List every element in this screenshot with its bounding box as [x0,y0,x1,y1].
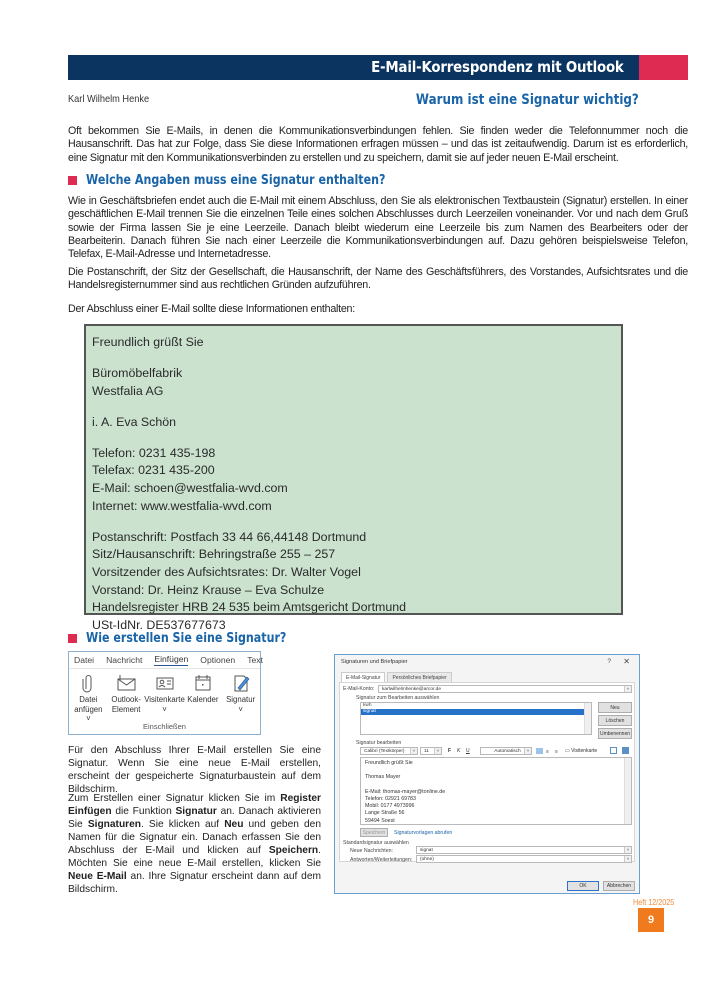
account-select[interactable]: karlwilhelmhenke@arcor.de ˅ [378,685,632,693]
ribbon-tab-nachricht[interactable]: Nachricht [106,655,143,665]
italic-button[interactable]: K [457,748,461,754]
ribbon-outlook-element-button[interactable]: Outlook- Element [109,673,144,724]
tab-personal-stationery[interactable]: Persönliches Briefpapier [387,672,451,683]
signature-templates-link[interactable]: Signaturvorlagen abrufen [394,830,453,836]
paperclip-icon [77,673,99,693]
insert-link-icon[interactable] [622,747,629,754]
editor-scrollbar[interactable] [624,758,631,824]
help-icon[interactable]: ? [607,658,611,665]
bullet-square-icon [68,176,77,185]
section-heading-text: Wie erstellen Sie eine Signatur? [86,630,287,646]
ribbon-attach-file-button[interactable]: Datei anfügen ˅ [71,673,106,724]
ribbon-tab-optionen[interactable]: Optionen [200,655,236,665]
rename-button[interactable]: Umbenennen [598,728,632,739]
chevron-down-icon: ˅ [410,748,417,754]
align-center-icon[interactable]: ≡ [546,749,549,755]
sig-company-line1: Büromöbelfabrik [92,366,183,381]
envelope-icon [115,673,137,693]
sig-company-line2: Westfalia AG [92,383,164,398]
ribbon-group-label: Einschließen [143,722,186,731]
sig-internet: Internet: www.westfalia-wvd.com [92,498,272,513]
insert-image-icon[interactable] [610,747,617,754]
sig-email: E-Mail: schoen@westfalia-wvd.com [92,481,288,496]
sig-vorstand: Vorstand: Dr. Heinz Krause – Eva Schulze [92,582,325,597]
header-accent-block [639,55,688,80]
underline-button[interactable]: U [466,748,470,754]
author-name: Karl Wilhelm Henke [68,93,150,105]
ribbon-tab-text[interactable]: Text [247,655,263,665]
close-icon[interactable]: ✕ [623,657,630,666]
save-button[interactable]: Speichern [360,828,388,837]
align-left-icon[interactable] [536,748,543,754]
ribbon-signature-button[interactable]: Signatur ˅ [223,673,258,724]
sig-greeting: Freundlich grüßt Sie [92,335,204,349]
issue-label: Heft 12/2025 [633,898,675,907]
sig-telefax: Telefax: 0231 435-200 [92,463,215,478]
ribbon-tabs [69,652,263,669]
sig-aufsichtsrat: Vorsitzender des Aufsichtsrates: Dr. Walter Vogel [92,564,361,579]
delete-button[interactable]: Löschen [598,715,632,726]
new-messages-label: Neue Nachrichten: [350,848,393,854]
chevron-down-icon: ˅ [434,748,441,754]
paragraph-signature-intro: Für den Abschluss Ihrer E-Mail erstellen Sie eine Signatur. Wenn Sie eine neue E-Mail erstellen, erscheint der gespeicherte Signaturbaustein auf dem Bildschirm. [68,745,321,795]
font-color-select[interactable]: Automatisch ˅ [480,747,532,755]
intro-paragraph: Oft bekommen Sie E-Mails, in denen die Kommunikationsverbindungen fehlen. Sie finden weder die Telefonnummer noch die Hausanschrift. Das hat zur Folge, dass Sie diese Informationen erfragen müssen – und das ist zeitaufwendig. Darum ist es erforderlich, eine Signatur mit den Kommunikationsverbinden zu erstellen und zu speichern, damit sie auf jeder neuen E-Mail erscheint. [68,125,688,164]
ribbon-calendar-button[interactable]: Kalender [186,673,221,724]
ribbon-tab-datei[interactable]: Datei [74,655,95,665]
signature-editor[interactable]: Freundlich grüßt Sie Thomas Mayer E-Mail: thomas-mayer@tonline.de Telefon: 02921 69783 Mobil: 0177 4973996 Lange Straße 56 59494 Soest [360,757,632,825]
paragraph-intro-example: Der Abschluss einer E-Mail sollte diese Informationen enthalten: [68,303,355,315]
select-signature-label: Signatur zum Bearbeiten auswählen [356,695,440,701]
header-band [68,55,688,80]
header-title: E-Mail-Korrespondenz mit Outlook [371,58,624,76]
align-right-icon[interactable]: ≡ [555,749,558,755]
cancel-button[interactable]: Abbrechen [603,881,635,891]
tab-email-signature[interactable]: E-Mail-Signatur [341,672,385,683]
dialog-panel [339,682,635,862]
new-messages-select[interactable]: signat ˅ [416,846,632,854]
section-heading-text: Welche Angaben muss eine Signatur enthalten? [86,172,386,188]
signature-list[interactable] [360,702,592,735]
scrollbar[interactable] [584,703,591,734]
chevron-down-icon: ˅ [624,686,631,692]
sig-postanschrift: Postanschrift: Postfach 33 44 66,44148 Dortmund [92,529,367,544]
dialog-title: Signaturen und Briefpapier [341,659,408,665]
paragraph-signature-structure: Wie in Geschäftsbriefen endet auch die E-Mail mit einem Abschluss, den Sie als elektronischen Textbaustein (Signatur) erstellen. In einer geschäftlichen E-Mail trennen Sie die einzelnen Teile eines solchen Abschlusses durch Leerzeilen voneinander. Vor und nach dem Gruß sowie der Firma lassen Sie je eine Leerzeile. Danach bleibt wiederum eine Leerzeile bis zum Namen des Bearbeiters oder der Bearbeiterin. Danach führen Sie nach einer Leerzeile die Kommunikationsverbindungen auf. Dazu gehören beispielsweise Telefon, Telefax, E-Mail-Adresse und Internetadresse. [68,195,688,261]
account-label: E-Mail-Konto: [343,686,375,692]
chevron-down-icon: ˅ [624,856,631,862]
edit-signature-label: Signatur bearbeiten [356,740,402,746]
sig-ustid: USt-IdNr. DE537677673 [92,617,226,632]
list-item-selected[interactable]: signat [361,709,591,715]
business-card-icon [154,673,176,693]
paragraph-legal-requirements: Die Postanschrift, der Sitz der Gesellschaft, die Hausanschrift, der Name des Geschäftsführers, des Vorstandes, Aufsichtsrates und die Handelsregisternummer sind aus rechtlichen Gründen aufzuführen. [68,266,688,292]
signature-example-box [84,324,623,632]
font-size-select[interactable]: 11 ˅ [420,747,442,755]
replies-label: Antworten/Weiterleitungen: [350,857,413,863]
replies-select[interactable]: (ohne) ˅ [416,855,632,863]
sig-handelsregister: Handelsregister HRB 24 535 beim Amtsgericht Dortmund [92,600,407,615]
bold-button[interactable]: F [448,748,452,754]
signatures-dialog [334,654,640,894]
sig-sitz: Sitz/Hausanschrift: Behringstraße 255 – 257 [92,547,336,562]
outlook-ribbon [68,651,261,735]
sig-telefon: Telefon: 0231 435-198 [92,445,216,460]
ok-button[interactable]: OK [567,881,599,891]
signature-icon [230,673,252,693]
business-card-button[interactable]: ▭ Visitenkarte [565,748,598,754]
chevron-down-icon: ˅ [624,847,631,853]
ribbon-business-card-button[interactable]: Visitenkarte ˅ [147,673,183,724]
section-heading-signature-contents [68,172,451,188]
sig-signer: i. A. Eva Schön [92,414,177,429]
default-signature-label: Standardsignatur auswählen [343,840,409,846]
bullet-square-icon [68,634,77,643]
new-button[interactable]: Neu [598,702,632,713]
page-heading: Warum ist eine Signatur wichtig? [416,92,639,108]
section-heading-create-signature [68,630,330,646]
chevron-down-icon: ˅ [524,748,531,754]
page-number-badge: 9 [638,908,664,932]
font-select[interactable]: Calibri (Textkörper) ˅ [360,747,418,755]
paragraph-signature-steps: Zum Erstellen einer Signatur klicken Sie im Register Einfügen die Funktion Signatur an. Danach aktivieren Sie Signaturen. Sie klicken auf Neu und geben den Namen für die Signatur ein. Danach erfassen Sie den Abschluss der E-Mail und klicken auf Speichern. Möchten Sie eine neue E-Mail erstellen, klicken Sie Neue E-Mail an. Ihre Signatur erscheint dann auf dem Bildschirm. [68,793,321,895]
calendar-icon [192,673,214,693]
list-item[interactable]: kwh [363,703,372,708]
ribbon-tab-einfuegen[interactable]: Einfügen [154,654,189,664]
